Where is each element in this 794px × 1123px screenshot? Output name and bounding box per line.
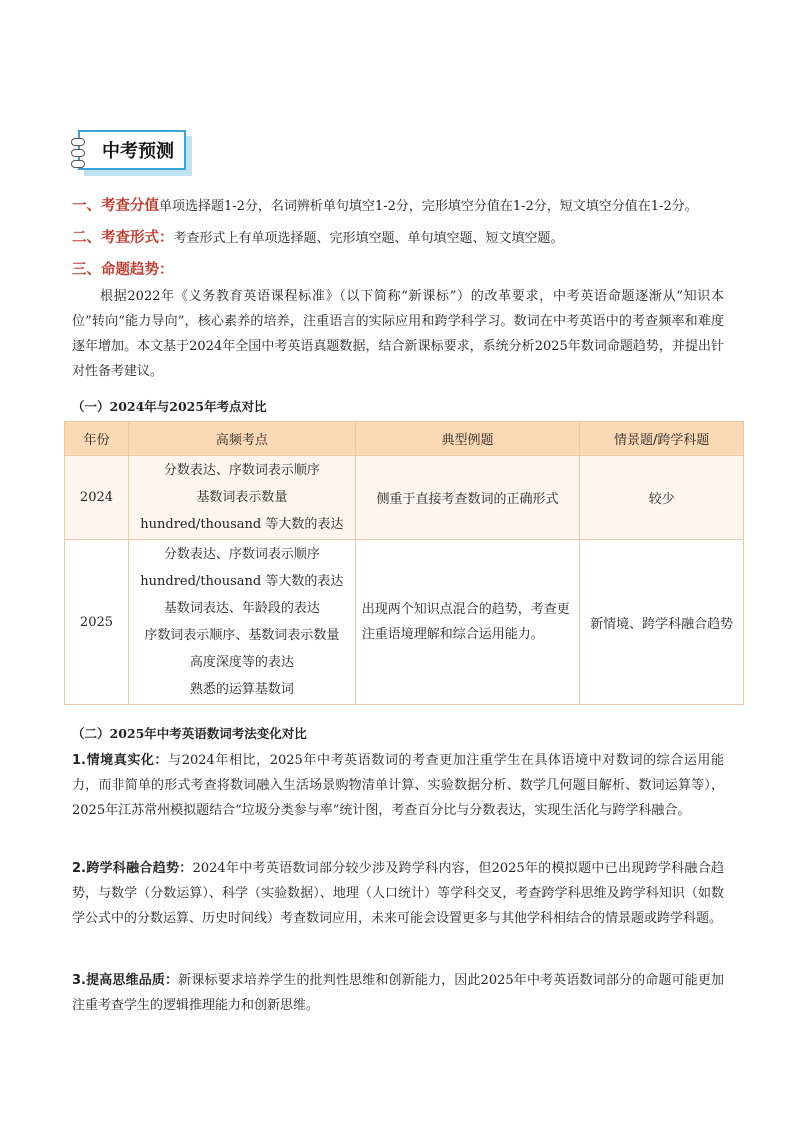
exam-score-line [72,196,698,217]
exam-format-text: 考查形式上有单项选择题、完形填空题、单句填空题、短文填空题。 [173,231,564,246]
scenario-cell: 新情境、跨学科融合趋势 [580,540,744,705]
header-year: 年份 [65,422,129,456]
point-item: 分数表达、序数词表示顺序 [163,463,320,478]
table-title: （一）2024年与2025年考点对比 [72,399,267,414]
comparison-table [64,421,744,705]
trend-label: 三、命题趋势： [72,262,174,278]
point-item: 基数词表示数量 [196,490,288,505]
exam-format-label: 二、考查形式： [72,230,174,246]
year-cell: 2025 [65,540,129,705]
points-cell [128,540,355,705]
trend-heading [72,260,174,281]
binder-ring-icon [71,138,85,146]
badge-box [78,130,186,170]
table-row [65,456,744,540]
point-item: 熟悉的运算基数词 [189,682,294,697]
item-text: 与2024年相比，2025年中考英语数词的考查更加注重学生在具体语境中对数词的综合运用能力，而非简单的形式考查将数词融入生活场景购物清单计算、实验数据分析、数学几何题目解析、数词运算等），2025年江苏常州模拟题结合“垃圾分类参与率”统计图，考查百分比与分数表达，实现生活化与跨学科融合。 [72,753,725,818]
part2-title: （二）2025年中考英语数词考法变化对比 [72,726,307,741]
point-item: 序数词表示顺序、基数词表示数量 [144,628,340,643]
point-item: 分数表达、序数词表示顺序 [163,547,320,562]
item-text: 新课标要求培养学生的批判性思维和创新能力，因此2025年中考英语数词部分的命题可能更加注重考查学生的逻辑推理能力和创新思维。 [72,973,725,1013]
binder-ring-icon [71,160,85,168]
header-scenario: 情景题/跨学科题 [580,422,744,456]
item-label: 3.提高思维品质： [72,973,179,988]
exam-score-label: 一、考查分值 [72,198,159,214]
exam-format-line [72,228,564,249]
binder-ring-icon [71,149,85,157]
point-item: hundred/thousand 等大数的表达 [140,517,344,532]
intro-paragraph: 根据2022年《义务教育英语课程标准》（以下简称“新课标”）的改革要求，中考英语命题逐渐从“知识本位”转向“能力导向”，核心素养的培养，注重语言的实际应用和跨学科学习。数词在中考英语中的考查频率和难度逐年增加。本文基于2024年全国中考英语真题数据，结合新课标要求，系统分析2025年数词命题趋势，并提出针对性备考建议。 [72,289,724,379]
badge-title: 中考预测 [102,141,174,162]
example-cell: 侧重于直接考查数词的正确形式 [355,456,580,540]
year-cell: 2024 [65,456,129,540]
point-item: 高度深度等的表达 [189,655,294,670]
change-item-1 [72,748,724,823]
change-item-2 [72,856,724,931]
change-item-3 [72,968,724,1018]
exam-score-text: 单项选择题1-2分，名词辨析单句填空1-2分，完形填空分值在1-2分，短文填空分值在1-2分。 [159,199,698,214]
header-points: 高频考点 [128,422,355,456]
scenario-cell: 较少 [580,456,744,540]
table-row [65,540,744,705]
item-label: 1.情境真实化： [72,753,169,768]
item-text: 2024年中考英语数词部分较少涉及跨学科内容，但2025年的模拟题中已出现跨学科融合趋势，与数学（分数运算）、科学（实验数据）、地理（人口统计）等学科交叉，考查跨学科思维及跨学科知识（如数学公式中的分数运算、历史时间线）考查数词应用，未来可能会设置更多与其他学科相结合的情景题或跨学科题。 [72,861,725,926]
example-cell: 出现两个知识点混合的趋势，考查更注重语境理解和综合运用能力。 [355,540,580,705]
points-cell [128,456,355,540]
point-item: 基数词表达、年龄段的表达 [163,601,320,616]
header-example: 典型例题 [355,422,580,456]
table-header-row [65,422,744,456]
item-label: 2.跨学科融合趋势： [72,861,193,876]
point-item: hundred/thousand 等大数的表达 [140,574,344,589]
section-badge [78,130,194,178]
